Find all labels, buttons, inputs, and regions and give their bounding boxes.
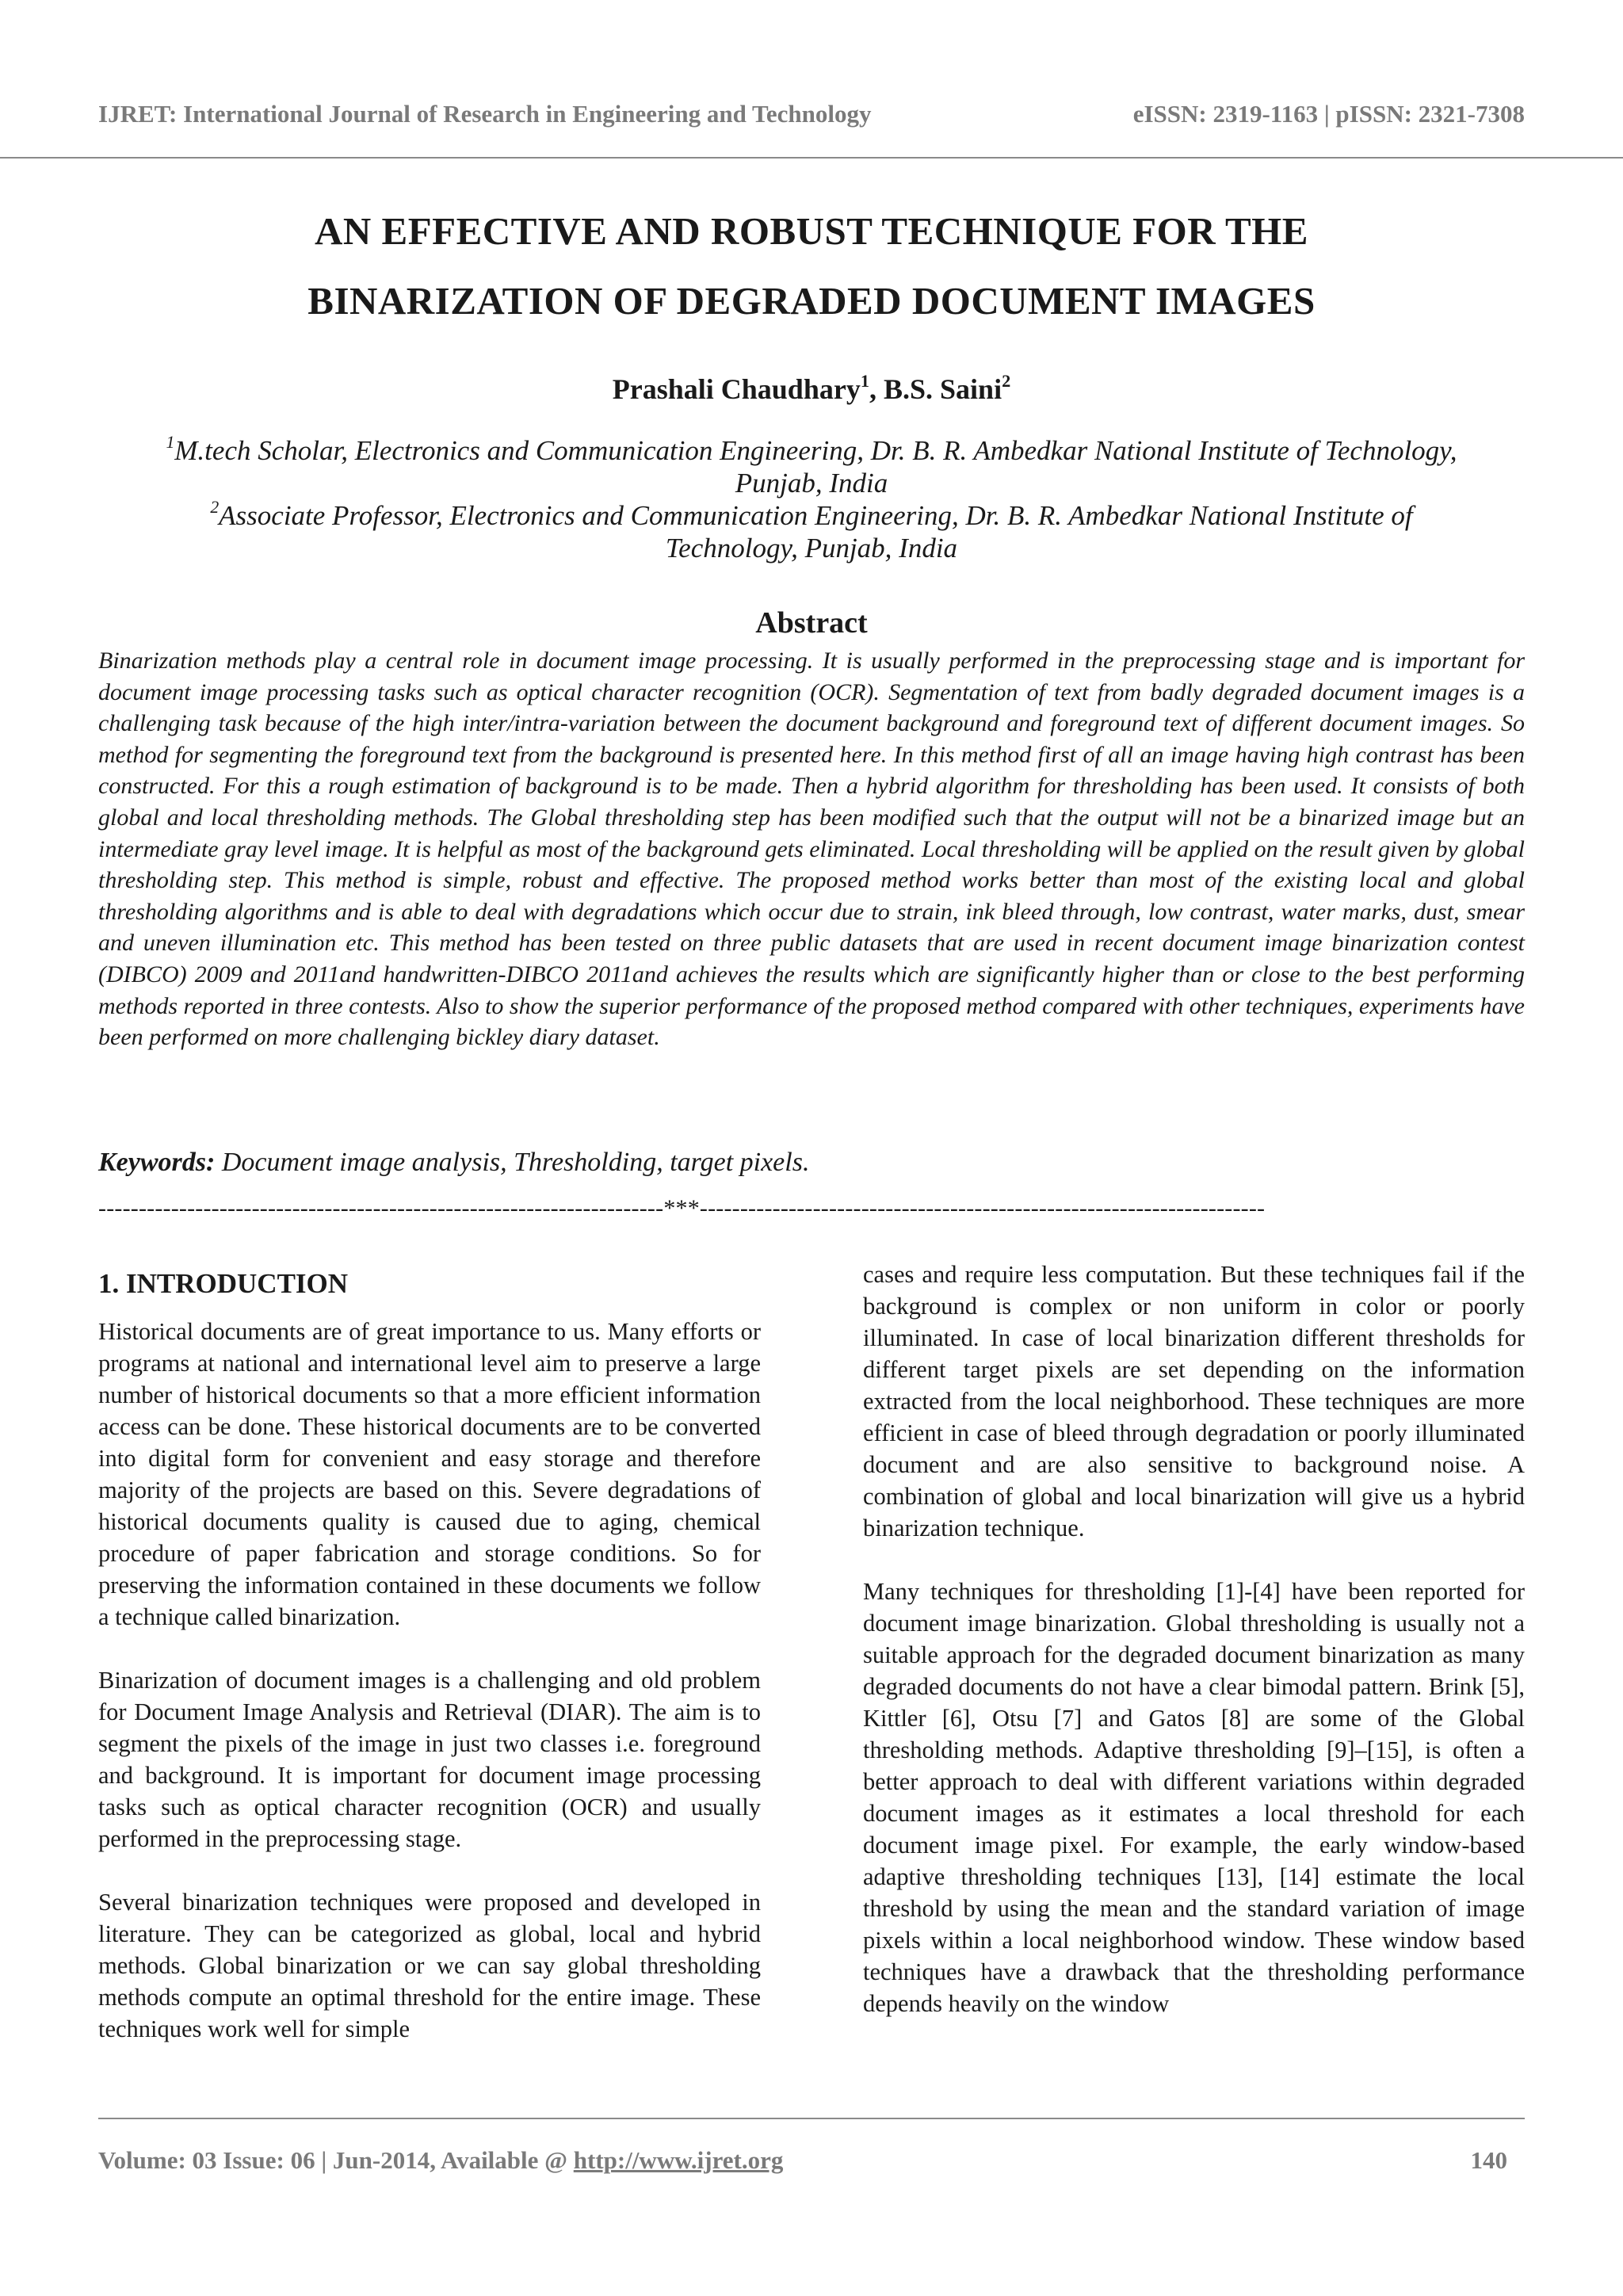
title-line-2: BINARIZATION OF DEGRADED DOCUMENT IMAGES [307, 279, 1316, 323]
author-1-mark: 1 [860, 370, 869, 391]
affiliations [98, 434, 1525, 564]
header-rule [0, 157, 1623, 159]
section-separator: ----------------------------------------------------------------------***---------------------------------------------------------------------- [98, 1195, 1266, 1221]
author-2: B.S. Saini [883, 373, 1002, 405]
keywords-text: Document image analysis, Thresholding, target pixels. [215, 1148, 810, 1177]
author-1: Prashali Chaudhary [612, 373, 861, 405]
page-number: 140 [1470, 2146, 1507, 2174]
volume-info [98, 2146, 783, 2175]
section-heading-introduction: 1. INTRODUCTION [98, 1268, 349, 1299]
journal-link[interactable]: http://www.ijret.org [573, 2146, 784, 2174]
paragraph: Historical documents are of great importance to us. Many efforts or programs at national and international level aim to preserve a large number of historical documents so that a more efficient information access can be done. These historical documents are to be converted into digital form for convenient and easy storage and therefore majority of the projects are based on this. Severe degradations of historical documents quality is caused due to aging, chemical procedure of paper fabrication and storage conditions. So for preserving the information contained in these documents we follow a technique called binarization. [98, 1318, 761, 1630]
volume-text: Volume: 03 Issue: 06 | Jun-2014, Available @ [98, 2146, 574, 2174]
keywords-label: Keywords: [98, 1148, 216, 1177]
affiliation-2 [98, 499, 1525, 532]
journal-name: IJRET: International Journal of Research in Engineering and Technology [98, 100, 872, 128]
affiliation-1-line-2: Punjab, India [735, 468, 888, 499]
paragraph: Many techniques for thresholding [1]-[4] have been reported for document image binarization. Global thresholding is usually not a suitable approach for the degraded document binarization as many degraded documents do not have a clear bimodal pattern. Brink [5], Kittler [6], Otsu [7] and Gatos [8] are some of the Global thresholding methods. Adaptive thresholding [9]–[15], is often a better approach to deal with different variations within degraded document images as it estimates a local threshold for each document image pixel. For example, the early window-based adaptive thresholding techniques [13], [14] estimate the local threshold by using the mean and the standard variation of image pixels within a local neighborhood window. These window based techniques have a drawback that the thresholding performance depends heavily on the window [863, 1578, 1525, 2017]
affiliation-1-line-1: M.tech Scholar, Electronics and Communication Engineering, Dr. B. R. Ambedkar National Institute of Technology, [174, 435, 1457, 466]
abstract-heading: Abstract [755, 606, 868, 640]
running-footer [98, 2146, 1525, 2178]
paragraph: cases and require less computation. But these techniques fail if the background is complex or non uniform in color or poorly illuminated. In case of local binarization different thresholds for different target pixels are set depending on the information extracted from the local neighborhood. These techniques are more efficient in case of bleed through degradation or poorly illuminated document and are also sensitive to background noise. A combination of global and local binarization will give us a hybrid binarization technique. [863, 1261, 1525, 1541]
keywords [98, 1148, 1525, 1178]
right-column [863, 1259, 1525, 2051]
affiliation-2-line-2: Technology, Punjab, India [665, 533, 958, 563]
title-line-1: AN EFFECTIVE AND ROBUST TECHNIQUE FOR THE [315, 209, 1308, 253]
abstract-text: Binarization methods play a central role in document image processing. It is usually performed in the preprocessing stage and is important for document image processing tasks such as optical character recognition (OCR). Segmentation of text from badly degraded document images is a challenging task because of the high inter/intra-variation between the document background and foreground text of different document images. So method for segmenting the foreground text from the background is presented here. In this method first of all an image having high contrast has been constructed. For this a rough estimation of background is to be made. Then a hybrid algorithm for thresholding has been used. It consists of both global and local thresholding methods. The Global thresholding step has been modified such that the output will not be a binarized image but an intermediate gray level image. It is helpful as most of the background gets eliminated. Local thresholding will be applied on the result given by global thresholding step. This method is simple, robust and effective. The proposed method works better than most of the existing local and global thresholding algorithms and is able to deal with degradations which occur due to strain, ink bleed through, low contrast, water marks, dust, smear and uneven illumination etc. This method has been tested on three public datasets that are used in recent document image binarization contest (DIBCO) 2009 and 2011and handwritten-DIBCO 2011and achieves the results which are significantly higher than or close to the best performing methods reported in three contests. Also to show the superior performance of the proposed method compared with other techniques, experiments have been performed on more challenging bickley diary dataset. [98, 648, 1525, 1051]
paragraph: Binarization of document images is a challenging and old problem for Document Image Analysis and Retrieval (DIAR). The aim is to segment the pixels of the image in just two classes i.e. foreground and background. It is important for document image processing tasks such as optical character recognition (OCR) and usually performed in the preprocessing stage. [98, 1667, 761, 1852]
affiliation-1-mark: 1 [166, 433, 175, 453]
affiliation-2-mark: 2 [210, 498, 220, 518]
affiliation-1 [98, 434, 1525, 467]
paper-title [98, 197, 1525, 336]
footer-rule [98, 2118, 1525, 2119]
affiliation-2-line-1: Associate Professor, Electronics and Communication Engineering, Dr. B. R. Ambedkar National Institute of [219, 500, 1413, 531]
running-header [98, 100, 1525, 132]
issn-info: eISSN: 2319-1163 | pISSN: 2321-7308 [1132, 100, 1525, 128]
paragraph: Several binarization techniques were proposed and developed in literature. They can be categorized as global, local and hybrid methods. Global binarization or we can say global thresholding methods compute an optimal threshold for the entire image. These techniques work well for simple [98, 1889, 761, 2042]
author-separator: , [869, 373, 884, 405]
author-list [98, 372, 1525, 406]
author-2-mark: 2 [1002, 370, 1011, 391]
left-column [98, 1316, 761, 2076]
